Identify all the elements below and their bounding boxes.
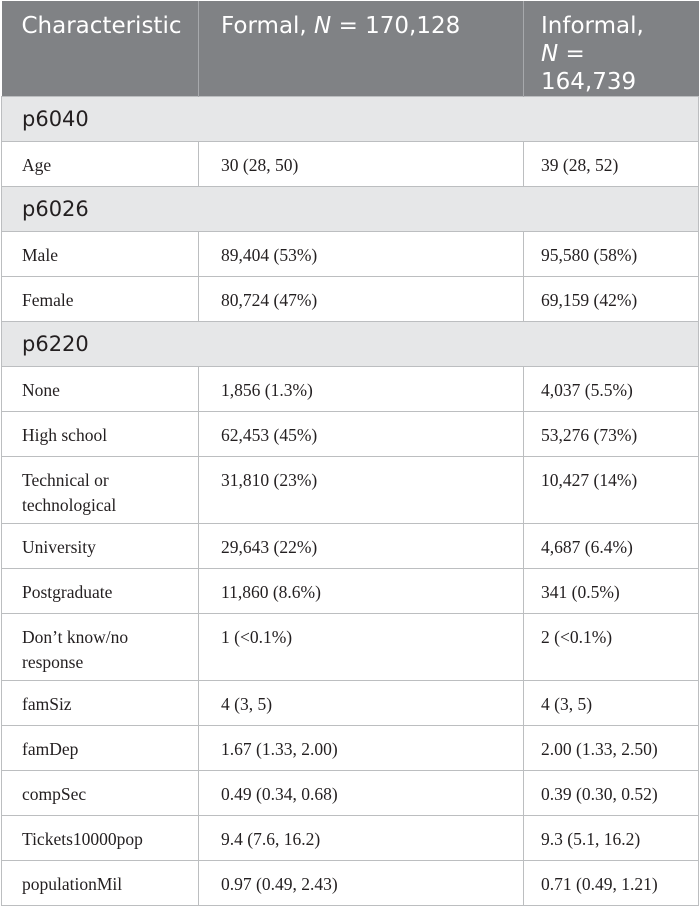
table-row bbox=[2, 457, 699, 524]
table-row bbox=[2, 726, 699, 771]
row-label: None bbox=[2, 367, 199, 412]
formal-value: 1,856 (1.3%) bbox=[199, 367, 524, 412]
group-row bbox=[2, 97, 699, 142]
formal-value: 89,404 (53%) bbox=[199, 232, 524, 277]
header-formal: Formal, N = 170,128 bbox=[199, 1, 524, 97]
table-row bbox=[2, 277, 699, 322]
informal-value: 0.39 (0.30, 0.52) bbox=[524, 771, 699, 816]
row-label: famSiz bbox=[2, 681, 199, 726]
row-label: Female bbox=[2, 277, 199, 322]
row-label: Technical or technological bbox=[2, 457, 199, 524]
row-label: Tickets10000pop bbox=[2, 816, 199, 861]
formal-value: 1 (<0.1%) bbox=[199, 614, 524, 681]
row-label: famDep bbox=[2, 726, 199, 771]
informal-value: 341 (0.5%) bbox=[524, 569, 699, 614]
informal-value: 69,159 (42%) bbox=[524, 277, 699, 322]
formal-value: 1.67 (1.33, 2.00) bbox=[199, 726, 524, 771]
table-body bbox=[2, 97, 699, 906]
group-row bbox=[2, 322, 699, 367]
formal-value: 4 (3, 5) bbox=[199, 681, 524, 726]
group-label: p6026 bbox=[2, 187, 699, 232]
table-row bbox=[2, 232, 699, 277]
formal-value: 0.49 (0.34, 0.68) bbox=[199, 771, 524, 816]
table-row bbox=[2, 367, 699, 412]
informal-value: 4,037 (5.5%) bbox=[524, 367, 699, 412]
table-row bbox=[2, 412, 699, 457]
table-row bbox=[2, 681, 699, 726]
row-label: populationMil bbox=[2, 861, 199, 906]
table-row bbox=[2, 569, 699, 614]
table-row bbox=[2, 816, 699, 861]
formal-value: 29,643 (22%) bbox=[199, 524, 524, 569]
table-row bbox=[2, 614, 699, 681]
formal-value: 9.4 (7.6, 16.2) bbox=[199, 816, 524, 861]
group-label: p6040 bbox=[2, 97, 699, 142]
informal-value: 0.71 (0.49, 1.21) bbox=[524, 861, 699, 906]
formal-value: 0.97 (0.49, 2.43) bbox=[199, 861, 524, 906]
row-label: Don’t know/no response bbox=[2, 614, 199, 681]
formal-value: 62,453 (45%) bbox=[199, 412, 524, 457]
row-label: Male bbox=[2, 232, 199, 277]
table-row bbox=[2, 142, 699, 187]
row-label: compSec bbox=[2, 771, 199, 816]
group-row bbox=[2, 187, 699, 232]
informal-value: 2 (<0.1%) bbox=[524, 614, 699, 681]
informal-value: 4,687 (6.4%) bbox=[524, 524, 699, 569]
table-header bbox=[2, 1, 699, 97]
formal-value: 80,724 (47%) bbox=[199, 277, 524, 322]
header-informal: Informal, N = 164,739 bbox=[524, 1, 699, 97]
row-label: University bbox=[2, 524, 199, 569]
informal-value: 10,427 (14%) bbox=[524, 457, 699, 524]
row-label: High school bbox=[2, 412, 199, 457]
table-row bbox=[2, 771, 699, 816]
informal-value: 53,276 (73%) bbox=[524, 412, 699, 457]
table-row bbox=[2, 861, 699, 906]
informal-value: 2.00 (1.33, 2.50) bbox=[524, 726, 699, 771]
formal-value: 30 (28, 50) bbox=[199, 142, 524, 187]
row-label: Postgraduate bbox=[2, 569, 199, 614]
characteristics-table bbox=[1, 1, 699, 906]
group-label: p6220 bbox=[2, 322, 699, 367]
informal-value: 39 (28, 52) bbox=[524, 142, 699, 187]
informal-value: 4 (3, 5) bbox=[524, 681, 699, 726]
informal-value: 95,580 (58%) bbox=[524, 232, 699, 277]
informal-value: 9.3 (5.1, 16.2) bbox=[524, 816, 699, 861]
row-label: Age bbox=[2, 142, 199, 187]
table-row bbox=[2, 524, 699, 569]
header-row bbox=[2, 1, 699, 97]
header-characteristic: Characteristic bbox=[2, 1, 199, 97]
formal-value: 31,810 (23%) bbox=[199, 457, 524, 524]
formal-value: 11,860 (8.6%) bbox=[199, 569, 524, 614]
